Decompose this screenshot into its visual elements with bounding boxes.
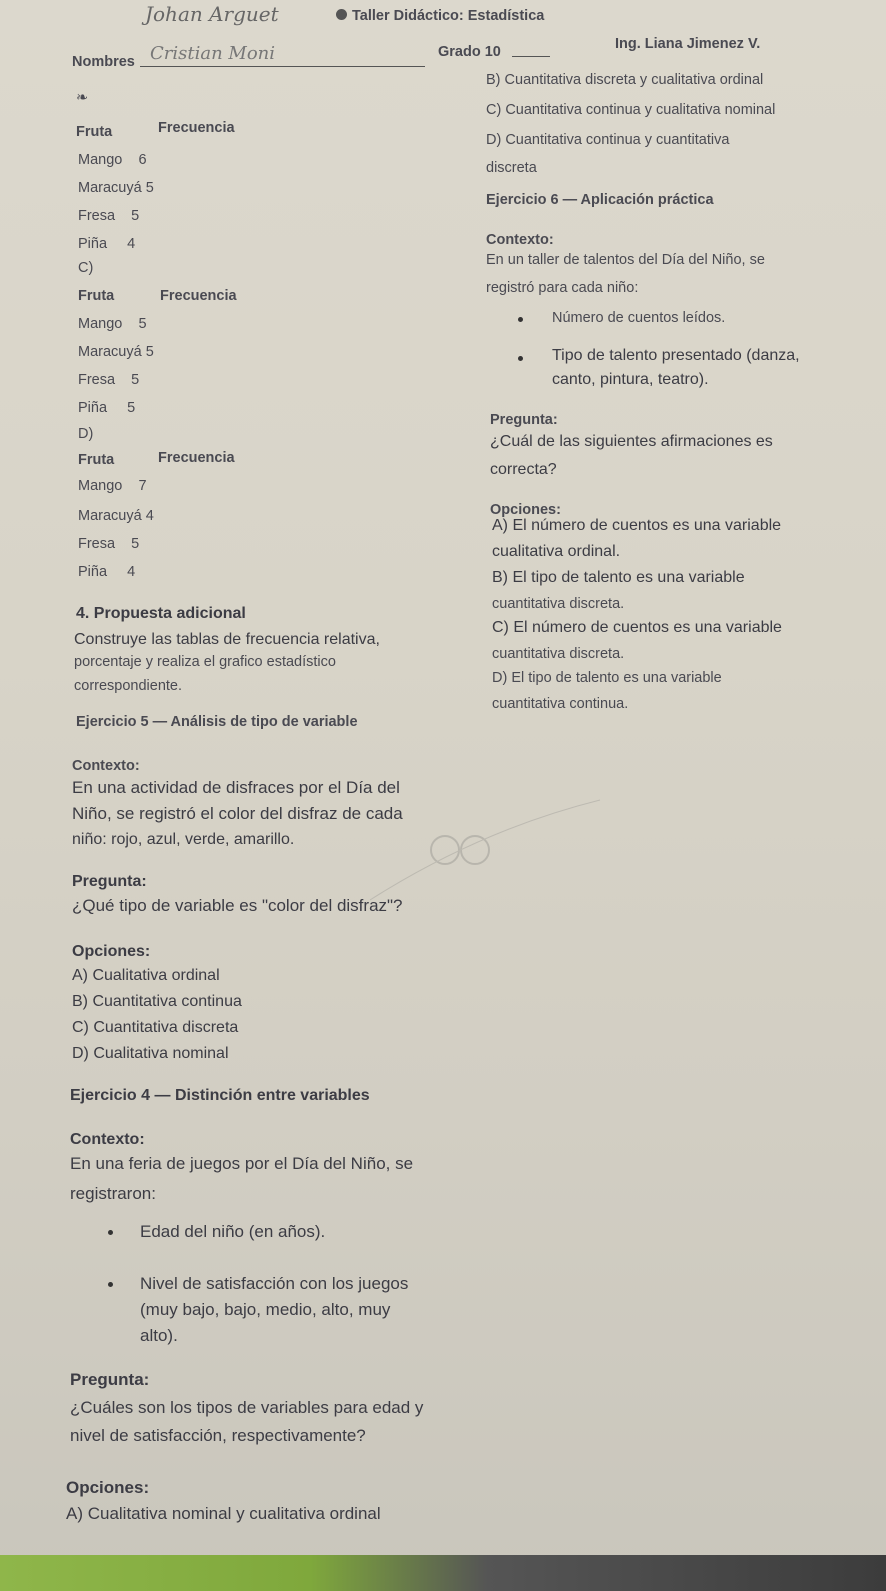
exercise-6-option-line: D) El tipo de talento es una variable xyxy=(492,670,722,686)
bullet-icon xyxy=(108,1282,113,1287)
exercise-6-question-line: ¿Cuál de las siguientes afirmaciones es xyxy=(490,433,773,450)
table-row: Maracuyá 5 xyxy=(78,180,154,196)
table-b-header-freq: Frecuencia xyxy=(158,120,235,136)
exercise-6-title: Ejercicio 6 — Aplicación práctica xyxy=(486,192,714,208)
exercise-5-question: ¿Qué tipo de variable es "color del disfraz"? xyxy=(72,896,403,915)
section-4-line: Construye las tablas de frecuencia relativa, xyxy=(74,631,380,648)
bullet-icon xyxy=(108,1230,113,1235)
exercise-6-bullet: Tipo de talento presentado (danza, xyxy=(552,347,800,364)
exercise-4-context-line: registraron: xyxy=(70,1184,156,1203)
exercise-4-option: A) Cualitativa nominal y cualitativa ordinal xyxy=(66,1504,381,1523)
exercise-4-question-line: ¿Cuáles son los tipos de variables para edad y xyxy=(70,1398,424,1417)
table-row: Fresa 5 xyxy=(78,536,140,552)
option-line: C) Cuantitativa continua y cualitativa nominal xyxy=(486,102,776,118)
exercise-4-context-label: Contexto: xyxy=(70,1131,145,1148)
table-d-header-freq: Frecuencia xyxy=(158,450,235,466)
exercise-5-option: D) Cualitativa nominal xyxy=(72,1045,229,1062)
exercise-4-bullet: (muy bajo, bajo, medio, alto, muy xyxy=(140,1300,391,1319)
grade-label: Grado 10 xyxy=(438,44,501,60)
exercise-6-bullet: Número de cuentos leídos. xyxy=(552,310,726,326)
exercise-5-option: C) Cuantitativa discreta xyxy=(72,1019,239,1036)
table-row: Piña 4 xyxy=(78,236,136,252)
exercise-6-option-line: cuantitativa discreta. xyxy=(492,596,625,612)
teacher-name: Ing. Liana Jimenez V. xyxy=(615,36,761,52)
table-d-marker: D) xyxy=(78,426,94,442)
exercise-6-bullet: canto, pintura, teatro). xyxy=(552,371,709,388)
exercise-6-question-label: Pregunta: xyxy=(490,412,558,428)
exercise-6-option-line: cualitativa ordinal. xyxy=(492,543,621,560)
handwritten-name: Johan Arguet xyxy=(145,2,279,26)
exercise-6-option-line: B) El tipo de talento es una variable xyxy=(492,569,745,586)
table-c-marker: C) xyxy=(78,260,94,276)
table-row: Maracuyá 5 xyxy=(78,344,154,360)
exercise-6-context-line: registró para cada niño: xyxy=(486,280,639,296)
exercise-4-context-line: En una feria de juegos por el Día del Niño, se xyxy=(70,1154,414,1173)
table-b-marker: ❧ xyxy=(76,90,89,106)
exercise-6-options-label: Opciones: xyxy=(490,502,561,518)
exercise-5-options-label: Opciones: xyxy=(72,943,151,960)
worksheet-title: Taller Didáctico: Estadística xyxy=(352,8,545,24)
exercise-5-context-label: Contexto: xyxy=(72,758,140,774)
table-row: Mango 6 xyxy=(78,152,147,168)
exercise-4-question-line: nivel de satisfacción, respectivamente? xyxy=(70,1426,366,1445)
table-row: Mango 7 xyxy=(78,478,147,494)
name-underline xyxy=(140,66,425,67)
exercise-4-bullet: Nivel de satisfacción con los juegos xyxy=(140,1274,409,1293)
exercise-4-bullet: alto). xyxy=(140,1326,178,1345)
table-row: Maracuyá 4 xyxy=(78,508,154,524)
exercise-6-option-line: cuantitativa continua. xyxy=(492,696,629,712)
section-4-line: porcentaje y realiza el grafico estadístico xyxy=(74,654,336,670)
exercise-6-option-line: cuantitativa discreta. xyxy=(492,646,625,662)
table-row: Fresa 5 xyxy=(78,372,140,388)
exercise-6-option-line: A) El número de cuentos es una variable xyxy=(492,517,782,534)
table-row: Piña 4 xyxy=(78,564,136,580)
exercise-4-bullet: Edad del niño (en años). xyxy=(140,1222,326,1241)
exercise-5-context-line: niño: rojo, azul, verde, amarillo. xyxy=(72,831,295,848)
table-c-header-freq: Frecuencia xyxy=(160,288,237,304)
logo-icon xyxy=(336,9,347,20)
exercise-4-title: Ejercicio 4 — Distinción entre variables xyxy=(70,1087,370,1104)
option-line: D) Cuantitativa continua y cuantitativa xyxy=(486,132,730,148)
table-surface-background xyxy=(0,1555,886,1591)
name-label: Nombres xyxy=(72,54,135,70)
option-line: B) Cuantitativa discreta y cualitativa ordinal xyxy=(486,72,764,88)
exercise-5-option: A) Cualitativa ordinal xyxy=(72,967,220,984)
exercise-6-question-line: correcta? xyxy=(490,461,557,478)
exercise-6-context-line: En un taller de talentos del Día del Niño, se xyxy=(486,252,765,268)
exercise-5-context-line: Niño, se registró el color del disfraz de cada xyxy=(72,804,403,823)
table-b-header-fruit: Fruta xyxy=(76,124,113,140)
exercise-5-context-line: En una actividad de disfraces por el Día del xyxy=(72,778,400,797)
grade-underline xyxy=(512,56,550,57)
exercise-5-question-label: Pregunta: xyxy=(72,873,147,890)
section-4-title: 4. Propuesta adicional xyxy=(76,605,246,622)
table-d-header-fruit: Fruta xyxy=(78,452,115,468)
table-row: Fresa 5 xyxy=(78,208,140,224)
option-line: discreta xyxy=(486,160,537,176)
table-c-header-fruit: Fruta xyxy=(78,288,115,304)
bullet-icon xyxy=(518,356,523,361)
section-4-line: correspondiente. xyxy=(74,678,183,694)
table-row: Piña 5 xyxy=(78,400,136,416)
name-value: Cristian Moni xyxy=(150,43,276,64)
exercise-4-question-label: Pregunta: xyxy=(70,1370,150,1389)
exercise-5-option: B) Cuantitativa continua xyxy=(72,993,242,1010)
bullet-icon xyxy=(518,317,523,322)
exercise-6-context-label: Contexto: xyxy=(486,232,554,248)
exercise-4-options-label: Opciones: xyxy=(66,1478,150,1497)
exercise-6-option-line: C) El número de cuentos es una variable xyxy=(492,619,782,636)
exercise-5-title: Ejercicio 5 — Análisis de tipo de variable xyxy=(76,714,358,730)
table-row: Mango 5 xyxy=(78,316,147,332)
